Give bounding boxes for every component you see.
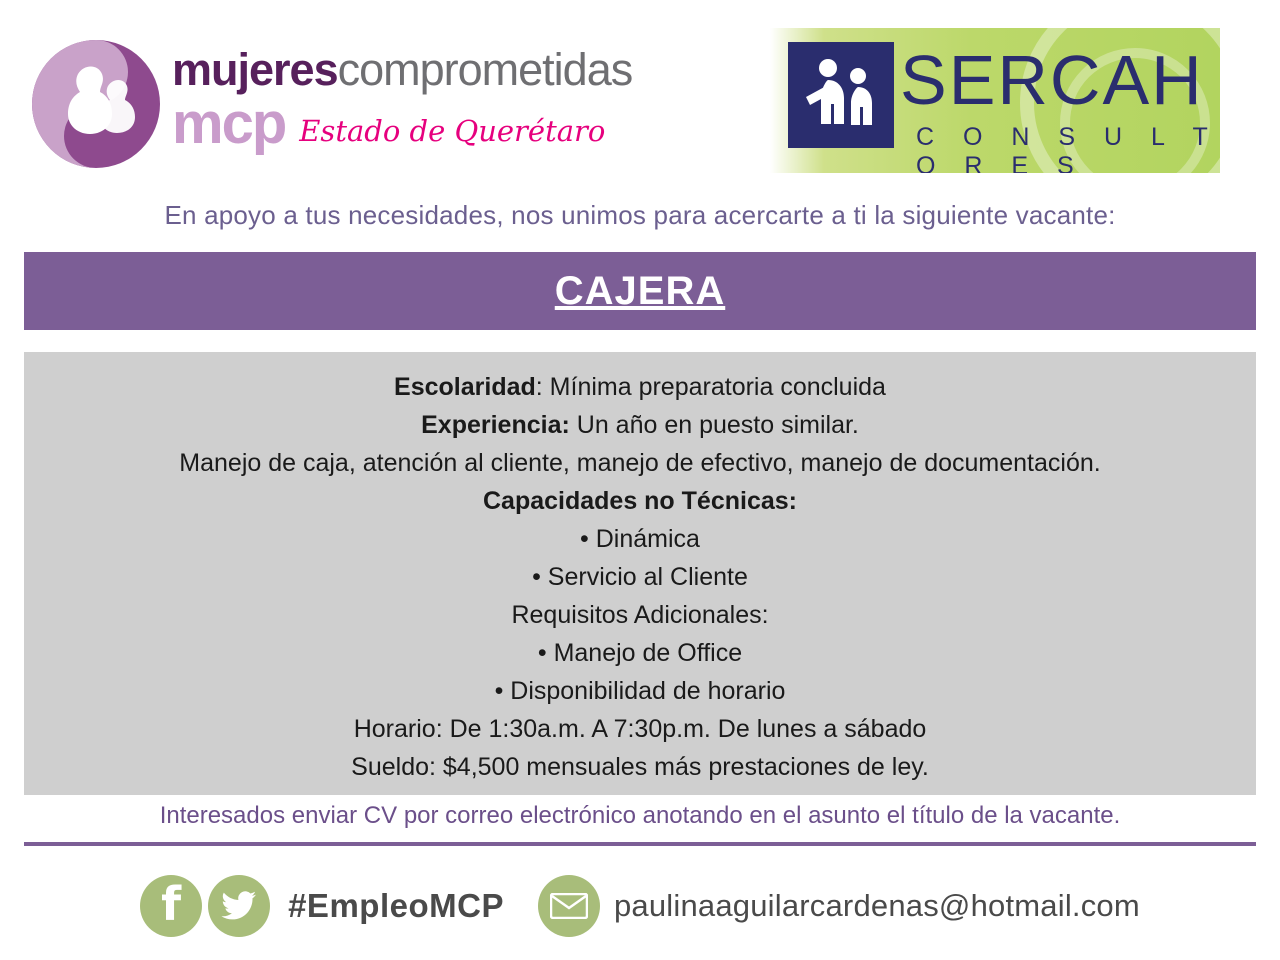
application-note: Interesados enviar CV por correo electrónico anotando en el asunto el título de la vacante. — [159, 802, 1121, 829]
mcp-title-line — [172, 46, 732, 94]
mcp-subtitle-line — [172, 91, 732, 156]
envelope-icon[interactable] — [538, 875, 600, 937]
social-bar — [0, 866, 1280, 946]
sercah-subtitle: C O N S U L T O R E S — [916, 123, 1219, 173]
detail-line-text: Un año en puesto similar. — [569, 411, 859, 439]
detail-line-text: Manejo de caja, atención al cliente, manejo de efectivo, manejo de documentación. — [179, 449, 1101, 477]
sercah-logo — [770, 28, 1220, 173]
vacancy-details — [24, 352, 1256, 795]
sercah-name: SERCAH — [900, 41, 1204, 119]
detail-line — [24, 558, 1256, 596]
detail-line-text: • Disponibilidad de horario — [494, 677, 786, 705]
detail-line-text: : Mínima preparatoria concluida — [535, 373, 886, 401]
detail-line-label: Escolaridad — [394, 373, 536, 401]
detail-line-label: Experiencia: — [421, 411, 570, 439]
detail-line-text: • Dinámica — [580, 525, 700, 553]
detail-line-text: Requisitos Adicionales: — [511, 601, 769, 629]
header — [0, 18, 1280, 178]
detail-line-text: Sueldo: $4,500 mensuales más prestaciones de ley. — [351, 753, 929, 781]
detail-line — [24, 748, 1256, 786]
detail-line — [24, 482, 1256, 520]
detail-line-text: • Servicio al Cliente — [532, 563, 748, 591]
detail-line — [24, 710, 1256, 748]
detail-line — [24, 596, 1256, 634]
mcp-word-light: comprometidas — [337, 44, 633, 95]
facebook-icon[interactable]: f — [140, 875, 202, 937]
people-pictogram-icon — [788, 42, 894, 148]
hashtag-label: #EmpleoMCP — [288, 887, 504, 924]
mcp-logo — [30, 32, 730, 172]
detail-line — [24, 368, 1256, 406]
detail-line — [24, 672, 1256, 710]
mcp-word-bold: mujeres — [172, 44, 338, 95]
women-silhouettes-icon — [30, 38, 162, 170]
divider — [24, 842, 1256, 846]
mcp-script-text: Estado de Querétaro — [299, 114, 606, 148]
contact-email[interactable]: paulinaaguilarcardenas@hotmail.com — [613, 888, 1140, 923]
detail-line — [24, 444, 1256, 482]
detail-line-text: Horario: De 1:30a.m. A 7:30p.m. De lunes a sábado — [353, 715, 927, 743]
detail-line-label: Capacidades no Técnicas: — [482, 487, 797, 515]
detail-line — [24, 634, 1256, 672]
detail-line-text: • Manejo de Office — [537, 639, 743, 667]
page-title: CAJERA — [554, 268, 726, 313]
detail-line — [24, 406, 1256, 444]
vacancy-title-band — [24, 252, 1256, 330]
mcp-acronym: mcp — [172, 91, 286, 156]
detail-line — [24, 520, 1256, 558]
twitter-icon[interactable] — [208, 875, 270, 937]
intro-text: En apoyo a tus necesidades, nos unimos para acercarte a ti la siguiente vacante: — [164, 200, 1116, 230]
mcp-wordmark — [172, 44, 732, 156]
